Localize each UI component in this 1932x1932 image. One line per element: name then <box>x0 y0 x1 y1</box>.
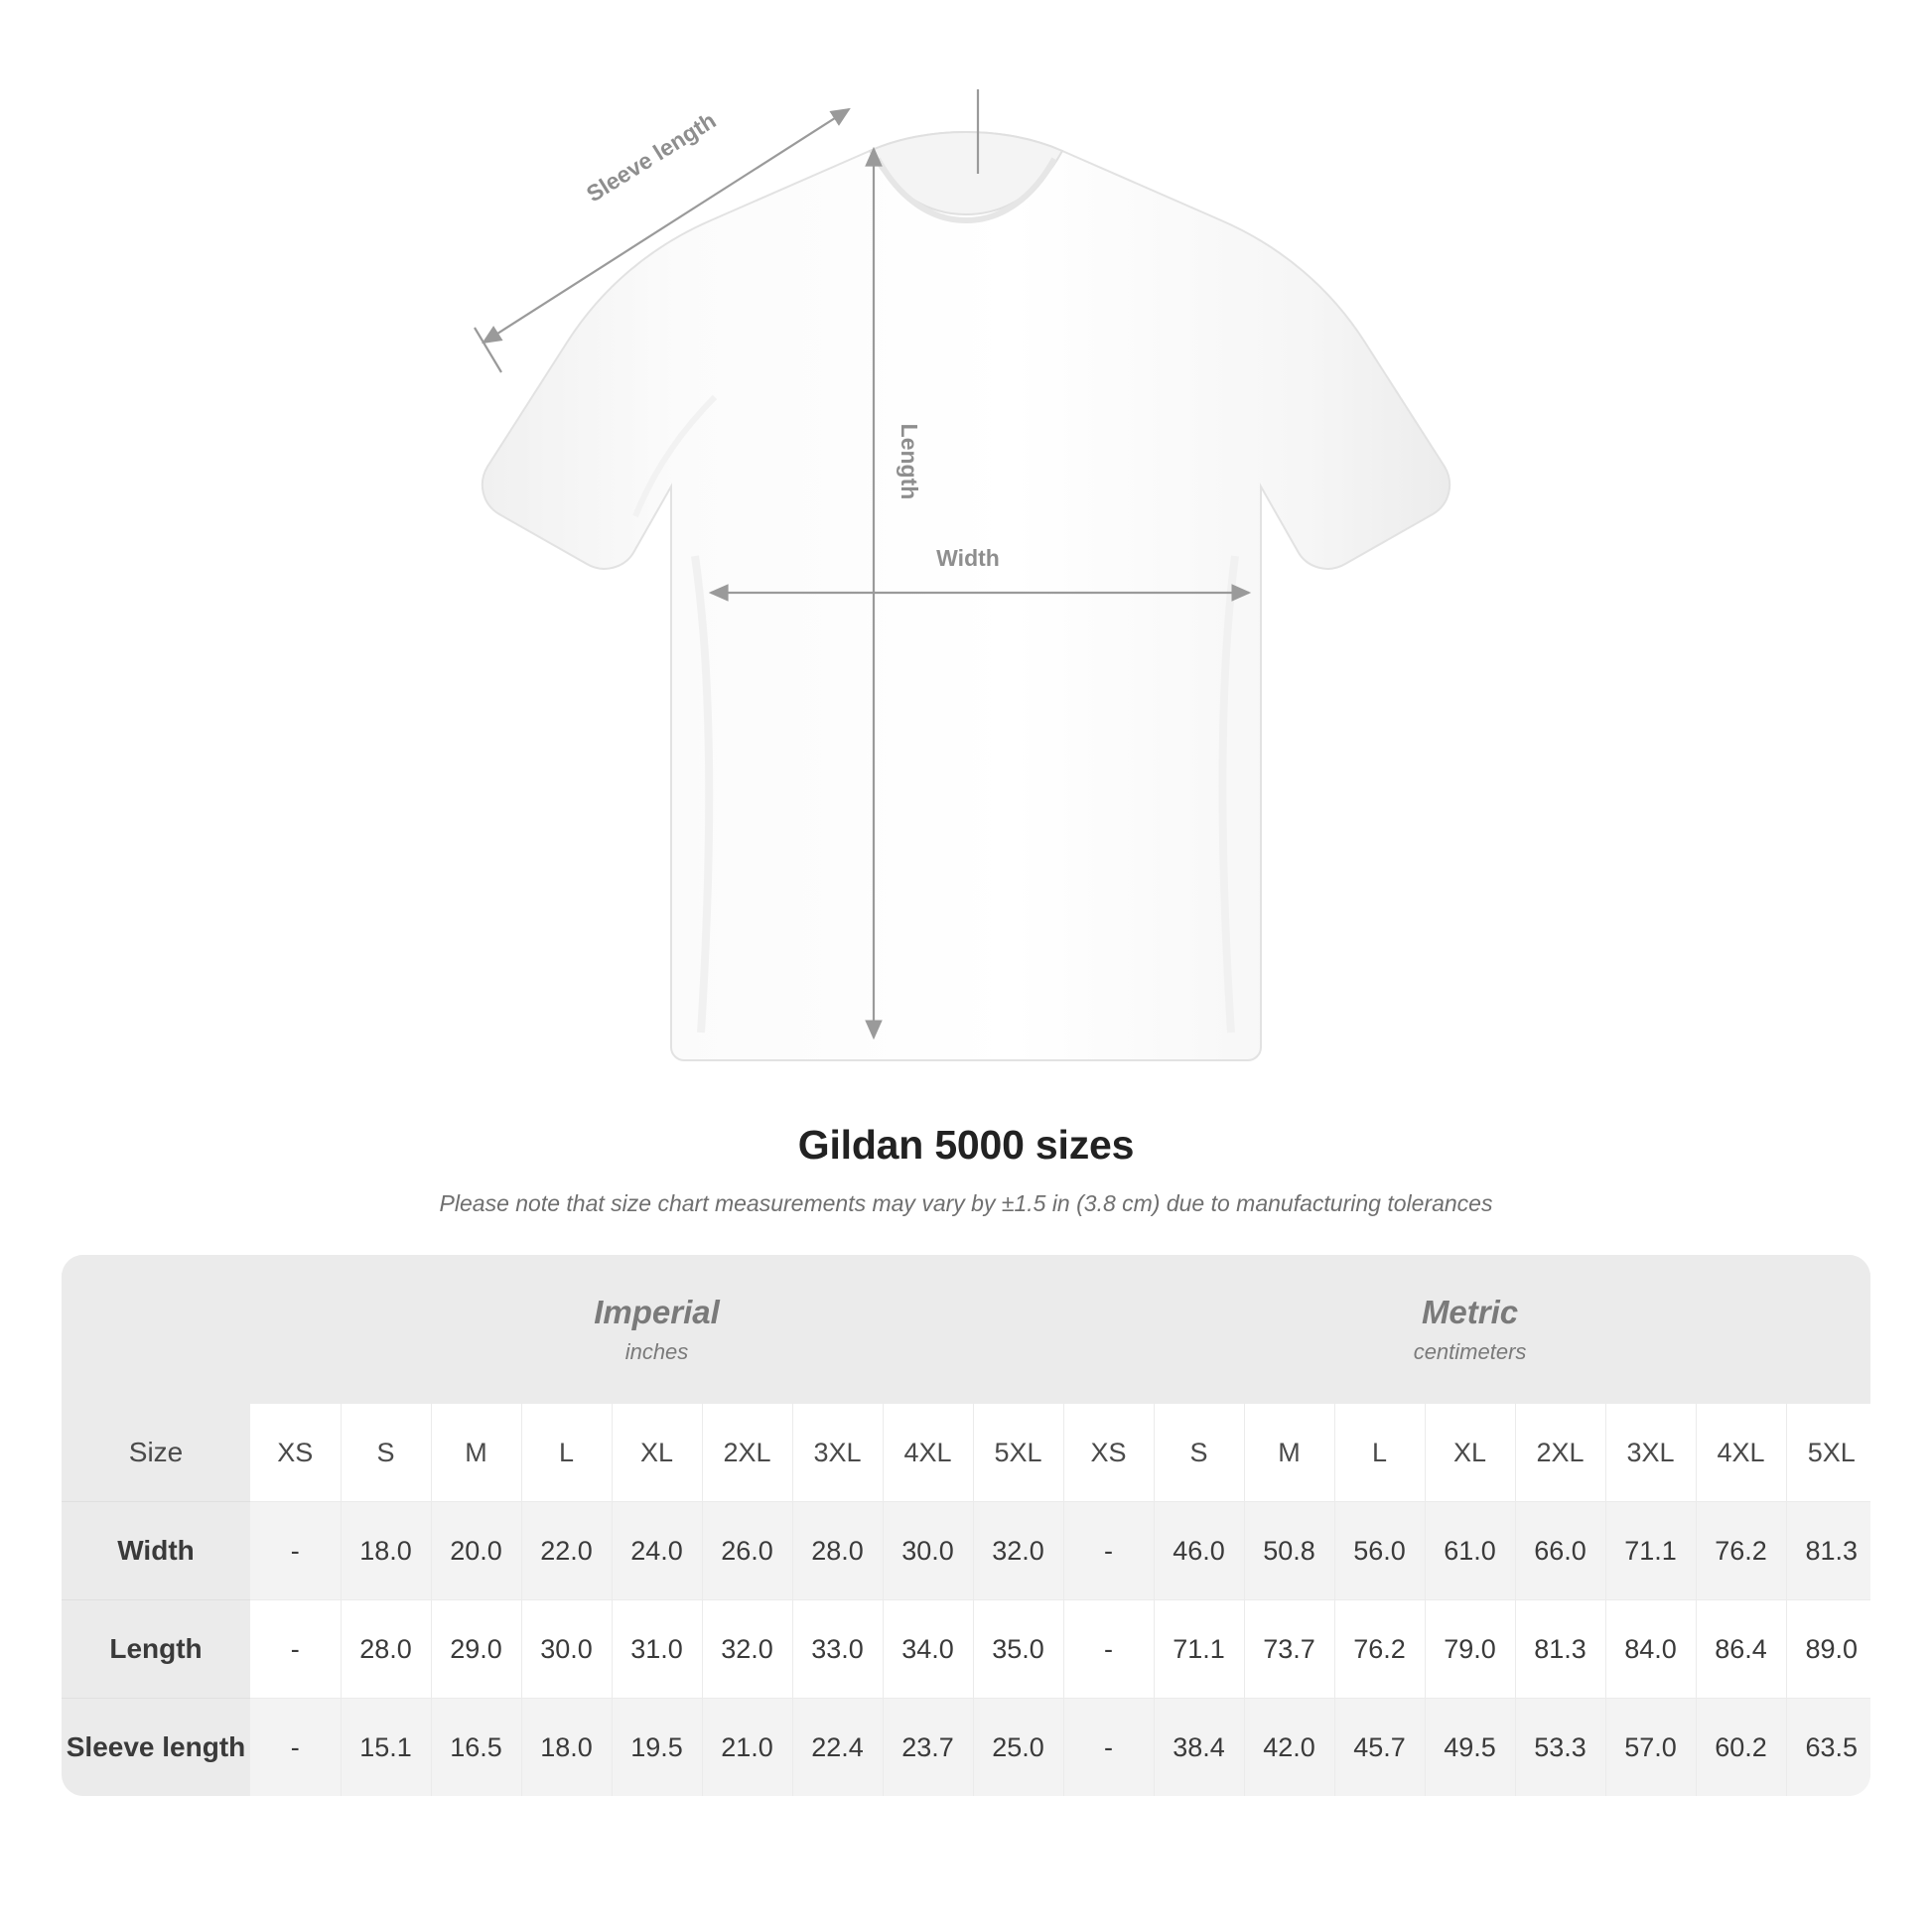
cell: 29.0 <box>431 1600 521 1699</box>
cell: 20.0 <box>431 1502 521 1600</box>
cell: - <box>250 1502 341 1600</box>
cell: 46.0 <box>1154 1502 1244 1600</box>
col-header-3xl-metric: 3XL <box>1605 1404 1696 1502</box>
cell: 79.0 <box>1425 1600 1515 1699</box>
unit-group-imperial <box>250 1255 1063 1404</box>
cell: 33.0 <box>792 1600 883 1699</box>
cell: 28.0 <box>792 1502 883 1600</box>
cell: 81.3 <box>1515 1600 1605 1699</box>
cell: 86.4 <box>1696 1600 1786 1699</box>
cell: 31.0 <box>612 1600 702 1699</box>
table-row-width <box>62 1502 1870 1600</box>
cell: 15.1 <box>341 1699 431 1797</box>
cell: 89.0 <box>1786 1600 1870 1699</box>
col-header-xs-imperial: XS <box>250 1404 341 1502</box>
cell: 24.0 <box>612 1502 702 1600</box>
col-header-2xl-metric: 2XL <box>1515 1404 1605 1502</box>
length-label: Length <box>897 423 922 500</box>
cell: 19.5 <box>612 1699 702 1797</box>
cell: 56.0 <box>1334 1502 1425 1600</box>
unit-spacer <box>62 1255 250 1404</box>
cell: 28.0 <box>341 1600 431 1699</box>
row-label-sleeve-length: Sleeve length <box>62 1699 250 1797</box>
cell: - <box>1063 1699 1154 1797</box>
col-header-3xl-imperial: 3XL <box>792 1404 883 1502</box>
row-label-width: Width <box>62 1502 250 1600</box>
unit-imperial-name: Imperial <box>594 1294 720 1330</box>
tshirt-shape <box>483 132 1449 1060</box>
sleeve-length-label: Sleeve length <box>581 106 721 207</box>
col-header-m-metric: M <box>1244 1404 1334 1502</box>
cell: 76.2 <box>1334 1600 1425 1699</box>
cell: 23.7 <box>883 1699 973 1797</box>
cell: 84.0 <box>1605 1600 1696 1699</box>
table-row-length <box>62 1600 1870 1699</box>
width-label: Width <box>936 545 1000 571</box>
col-header-m-imperial: M <box>431 1404 521 1502</box>
cell: 38.4 <box>1154 1699 1244 1797</box>
cell: 32.0 <box>702 1600 792 1699</box>
unit-group-metric <box>1063 1255 1870 1404</box>
cell: 63.5 <box>1786 1699 1870 1797</box>
col-header-l-imperial: L <box>521 1404 612 1502</box>
col-header-xl-metric: XL <box>1425 1404 1515 1502</box>
cell: 57.0 <box>1605 1699 1696 1797</box>
cell: 22.0 <box>521 1502 612 1600</box>
cell: 30.0 <box>521 1600 612 1699</box>
cell: 18.0 <box>521 1699 612 1797</box>
unit-metric-sub: centimeters <box>1413 1339 1527 1364</box>
cell: 49.5 <box>1425 1699 1515 1797</box>
cell: 73.7 <box>1244 1600 1334 1699</box>
col-header-s-imperial: S <box>341 1404 431 1502</box>
unit-header-row <box>62 1255 1870 1404</box>
cell: 53.3 <box>1515 1699 1605 1797</box>
col-header-l-metric: L <box>1334 1404 1425 1502</box>
col-header-4xl-imperial: 4XL <box>883 1404 973 1502</box>
cell: - <box>250 1600 341 1699</box>
size-chart-table <box>62 1255 1870 1796</box>
chart-header <box>0 1122 1932 1217</box>
cell: 71.1 <box>1605 1502 1696 1600</box>
col-header-xs-metric: XS <box>1063 1404 1154 1502</box>
cell: - <box>1063 1600 1154 1699</box>
cell: 66.0 <box>1515 1502 1605 1600</box>
cell: 26.0 <box>702 1502 792 1600</box>
cell: 61.0 <box>1425 1502 1515 1600</box>
cell: 35.0 <box>973 1600 1063 1699</box>
col-header-2xl-imperial: 2XL <box>702 1404 792 1502</box>
page-title: Gildan 5000 sizes <box>797 1122 1135 1168</box>
col-header-5xl-metric: 5XL <box>1786 1404 1870 1502</box>
unit-imperial-sub: inches <box>624 1339 689 1364</box>
cell: 50.8 <box>1244 1502 1334 1600</box>
cell: 81.3 <box>1786 1502 1870 1600</box>
cell: 25.0 <box>973 1699 1063 1797</box>
cell: - <box>250 1699 341 1797</box>
cell: 45.7 <box>1334 1699 1425 1797</box>
size-header-row <box>62 1404 1870 1502</box>
col-header-s-metric: S <box>1154 1404 1244 1502</box>
cell: - <box>1063 1502 1154 1600</box>
col-header-5xl-imperial: 5XL <box>973 1404 1063 1502</box>
size-label: Size <box>62 1404 250 1502</box>
cell: 22.4 <box>792 1699 883 1797</box>
tolerance-note: Please note that size chart measurements may vary by ±1.5 in (3.8 cm) due to manufacturing tolerances <box>439 1190 1493 1216</box>
cell: 76.2 <box>1696 1502 1786 1600</box>
cell: 60.2 <box>1696 1699 1786 1797</box>
col-header-4xl-metric: 4XL <box>1696 1404 1786 1502</box>
cell: 42.0 <box>1244 1699 1334 1797</box>
cell: 71.1 <box>1154 1600 1244 1699</box>
table-row-sleeve-length <box>62 1699 1870 1797</box>
col-header-xl-imperial: XL <box>612 1404 702 1502</box>
cell: 32.0 <box>973 1502 1063 1600</box>
unit-metric-name: Metric <box>1421 1294 1519 1330</box>
cell: 18.0 <box>341 1502 431 1600</box>
cell: 34.0 <box>883 1600 973 1699</box>
cell: 16.5 <box>431 1699 521 1797</box>
cell: 21.0 <box>702 1699 792 1797</box>
row-label-length: Length <box>62 1600 250 1699</box>
cell: 30.0 <box>883 1502 973 1600</box>
